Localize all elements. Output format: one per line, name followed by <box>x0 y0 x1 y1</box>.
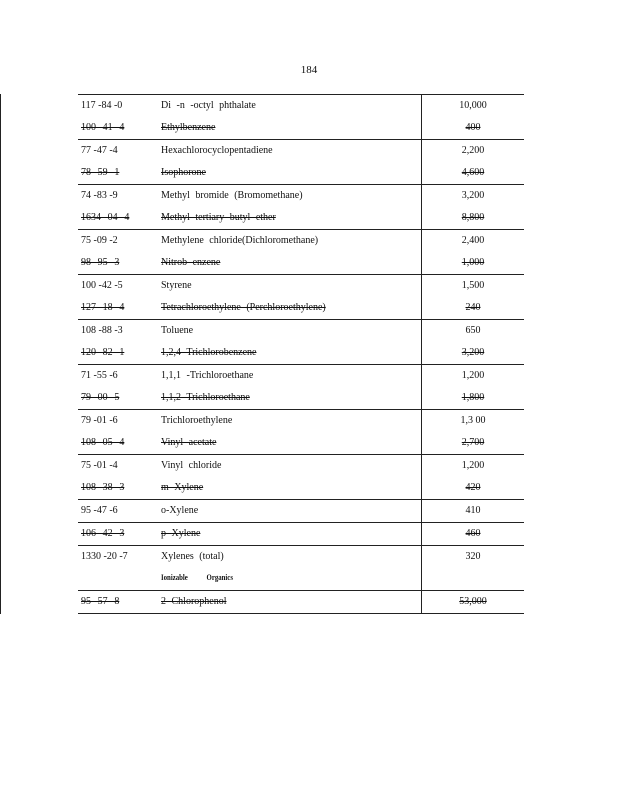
chemical-name: Di -n -octyl phthalate <box>161 100 256 111</box>
limit-value: 3,200 <box>461 190 485 201</box>
chemical-name: Vinyl acetate <box>161 437 217 448</box>
table-row <box>78 95 524 140</box>
table-line <box>78 365 524 387</box>
chemical-name: Hexachlorocyclopentadiene <box>161 145 273 156</box>
limit-value: 2,700 <box>461 437 485 448</box>
cas-number: 95 -47 -6 <box>81 505 118 516</box>
limit-value: 2,200 <box>461 145 485 156</box>
cas-number: 100--41--4 <box>81 122 125 133</box>
limit-value: 10,000 <box>459 100 487 111</box>
chemical-name: Isophorone <box>161 167 206 178</box>
limit-value: 8,800 <box>461 212 485 223</box>
cas-number: 120--82--1 <box>81 347 125 358</box>
cas-number: 74 -83 -9 <box>81 190 118 201</box>
chemical-name: p Xylene <box>161 528 201 539</box>
table-row <box>78 523 524 546</box>
table-row <box>78 591 524 614</box>
table-line <box>78 455 524 477</box>
table-line <box>78 523 524 545</box>
cas-number: 77 -47 -4 <box>81 145 118 156</box>
chemical-name: o-Xylene <box>161 505 199 516</box>
chemical-name: 2 Chlorophenol <box>161 596 227 607</box>
table-line <box>78 342 524 364</box>
table-line <box>78 477 524 499</box>
table-line <box>78 230 524 252</box>
chemical-name: Styrene <box>161 280 192 291</box>
limit-value: 240 <box>465 302 481 313</box>
limit-value: 320 <box>465 551 481 562</box>
limit-value: 3,200 <box>461 347 485 358</box>
table-line <box>78 432 524 454</box>
table-line <box>78 162 524 184</box>
table-row <box>78 230 524 275</box>
table-row <box>78 365 524 410</box>
page-number: 184 <box>300 64 318 76</box>
limit-value: 400 <box>465 122 481 133</box>
table-row <box>78 140 524 185</box>
limit-value: 1,800 <box>461 392 485 403</box>
table-line <box>78 95 524 117</box>
table-line <box>78 568 524 590</box>
chemical-name: m Xylene <box>161 482 204 493</box>
table-row <box>78 546 524 591</box>
table-row <box>78 455 524 500</box>
table-line <box>78 320 524 342</box>
cas-number: 117 -84 -0 <box>81 100 123 111</box>
table-line <box>78 591 524 613</box>
chemical-table <box>78 94 524 614</box>
cas-number: 98--95--3 <box>81 257 120 268</box>
chemical-name: Nitrob enzene <box>161 257 221 268</box>
cas-number: 127--18--4 <box>81 302 125 313</box>
table-line <box>78 387 524 409</box>
table-row <box>78 410 524 455</box>
table-line <box>78 140 524 162</box>
limit-value: 1,200 <box>461 370 485 381</box>
table-line <box>78 252 524 274</box>
cas-number: 79--00--5 <box>81 392 120 403</box>
limit-value: 4,600 <box>461 167 485 178</box>
chemical-name: Vinyl chloride <box>161 460 222 471</box>
chemical-name: Methyl tertiary butyl ether <box>161 212 276 223</box>
table-line <box>78 546 524 568</box>
chemical-name: 1,1,1 -Trichloroethane <box>161 370 254 381</box>
chemical-name: Tetrachloroethylene (Perchloroethylene) <box>161 302 326 313</box>
table-line <box>78 207 524 229</box>
table-line <box>78 185 524 207</box>
cas-number: 75 -09 -2 <box>81 235 118 246</box>
table-row <box>78 500 524 523</box>
table-line <box>78 297 524 319</box>
section-subheading: Ionizable Organics <box>161 573 233 582</box>
limit-value: 53,000 <box>459 596 487 607</box>
chemical-name: 1,2,4 Trichlorobenzene <box>161 347 257 358</box>
limit-value: 650 <box>465 325 481 336</box>
table-line <box>78 275 524 297</box>
cas-number: 79 -01 -6 <box>81 415 118 426</box>
table-row <box>78 185 524 230</box>
table-line <box>78 410 524 432</box>
limit-value: 1,500 <box>461 280 485 291</box>
cas-number: 75 -01 -4 <box>81 460 118 471</box>
cas-number: 106--42--3 <box>81 528 125 539</box>
chemical-name: Methylene chloride(Dichloromethane) <box>161 235 319 246</box>
limit-value: 410 <box>465 505 481 516</box>
cas-number: 95--57--8 <box>81 596 120 607</box>
chemical-name: Trichloroethylene <box>161 415 233 426</box>
cas-number: 71 -55 -6 <box>81 370 118 381</box>
limit-value: 1,3 00 <box>460 415 486 426</box>
cas-number: 78--59--1 <box>81 167 120 178</box>
table-left-border <box>0 94 1 614</box>
cas-number: 108--38--3 <box>81 482 125 493</box>
limit-value: 420 <box>465 482 481 493</box>
chemical-name: Toluene <box>161 325 194 336</box>
table-line <box>78 117 524 139</box>
chemical-name: Methyl bromide (Bromomethane) <box>161 190 303 201</box>
table-row <box>78 275 524 320</box>
limit-value: 1,200 <box>461 460 485 471</box>
limit-value: 1,000 <box>461 257 485 268</box>
limit-value: 2,400 <box>461 235 485 246</box>
cas-number: 1634--04--4 <box>81 212 130 223</box>
cas-number: 108 -88 -3 <box>81 325 123 336</box>
cas-number: 1330 -20 -7 <box>81 551 128 562</box>
table-row <box>78 320 524 365</box>
table-line <box>78 500 524 522</box>
limit-value: 460 <box>465 528 481 539</box>
chemical-name: 1,1,2 Trichloroethane <box>161 392 250 403</box>
cas-number: 100 -42 -5 <box>81 280 123 291</box>
chemical-name: Xylenes (total) <box>161 551 224 562</box>
chemical-name: Ethylbenzene <box>161 122 216 133</box>
cas-number: 108--05--4 <box>81 437 125 448</box>
